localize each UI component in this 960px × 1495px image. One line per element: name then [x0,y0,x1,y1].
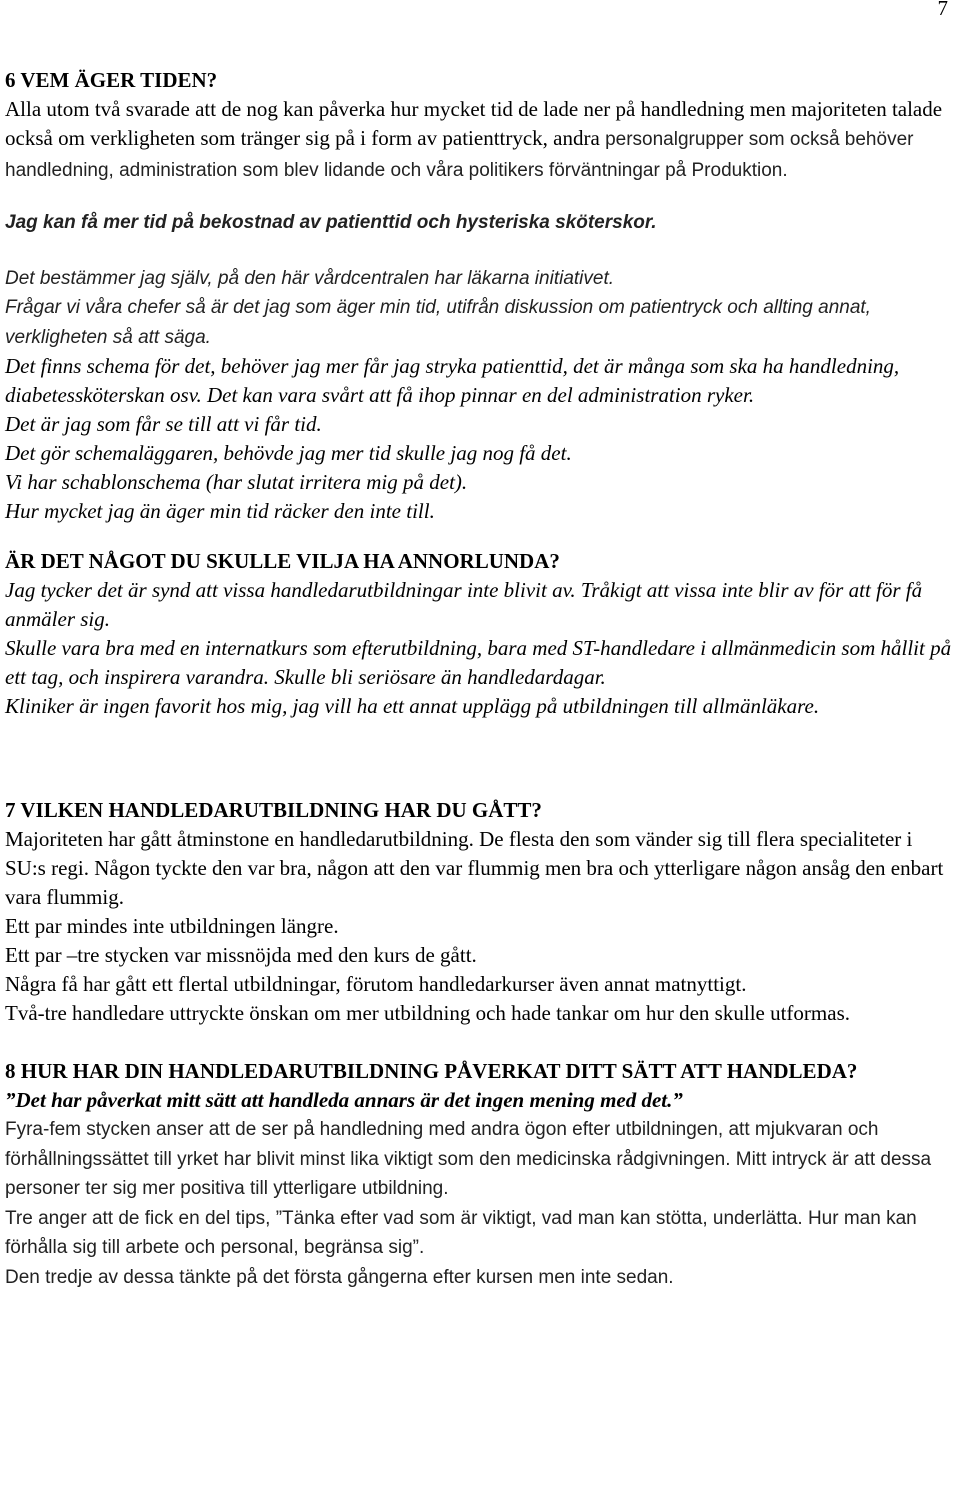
section-6-quote-1: Det bestämmer jag själv, på den här vårdcentralen har läkarna initiativet. [5,267,615,289]
section-6-quote-5: Det gör schemaläggaren, behövde jag mer tid skulle jag nog få det. [5,441,572,465]
section-6-quote-7: Hur mycket jag än äger min tid räcker den inte till. [5,499,435,523]
section-6-quote-6: Vi har schablonschema (har slutat irritera mig på det). [5,470,468,494]
page-number: 7 [937,0,948,20]
section-7-para-2: Ett par mindes inte utbildningen längre. [5,914,339,938]
section-8-para-3: Den tredje av dessa tänkte på det första gångerna efter kursen men inte sedan. [5,1266,674,1288]
section-8-quote-bold: ”Det har påverkat mitt sätt att handleda annars är det ingen mening med det.” [5,1088,683,1112]
section-7-para-3: Ett par –tre stycken var missnöjda med den kurs de gått. [5,943,477,967]
section-6-intro [5,95,955,185]
section-6-quote-bold: Jag kan få mer tid på bekostnad av patienttid och hysteriska sköterskor. [5,212,657,233]
annorlunda-quote-3: Kliniker är ingen favorit hos mig, jag vill ha ett annat upplägg på utbildningen till allmänläkare. [5,694,820,718]
section-6-quote-4: Det är jag som får se till att vi får tid. [5,412,322,436]
section-6-quote-2: Frågar vi våra chefer så är det jag som äger min tid, utifrån diskussion om patientryck och allting annat, verkligheten så att säga. [5,297,871,348]
annorlunda-heading: ÄR DET NÅGOT DU SKULLE VILJA HA ANNORLUNDA? [5,549,560,573]
section-6-quote-3: Det finns schema för det, behöver jag mer får jag stryka patienttid, det är många som ska ha handledning, diabetessköterskan osv. Det kan vara svårt att få ihop pinnar en del administration ryker. [5,354,900,407]
section-6-intro-sans: personalgrupper som också behöver handledning, administration som blev lidande och våra politikers förväntningar på Produktion. [5,129,914,181]
section-7-para-5: Två-tre handledare uttryckte önskan om mer utbildning och hade tankar om hur den skulle utformas. [5,1001,850,1025]
section-6-intro-serif: Alla utom två svarade att de nog kan påverka hur mycket tid de lade ner på handledning men majoriteten talade också om verkligheten som tränger sig på i form av patienttryck, andra [5,97,943,150]
section-6-heading: 6 VEM ÄGER TIDEN? [5,68,218,92]
page-content [5,66,955,1292]
section-7-heading: 7 VILKEN HANDLEDARUTBILDNING HAR DU GÅTT? [5,798,542,822]
section-7-para-1: Majoriteten har gått åtminstone en handledarutbildning. De flesta den som vänder sig till flera specialiteter i SU:s regi. Någon tyckte den var bra, någon att den var flummig men bra och ytterligare någon ansåg den enbart vara flummig. [5,827,944,909]
section-8-para-2: Tre anger att de fick en del tips, ”Tänka efter vad som är viktigt, vad man kan stötta, underlätta. Hur man kan förhålla sig till arbete och personal, begränsa sig”. [5,1207,917,1258]
annorlunda-quote-2: Skulle vara bra med en internatkurs som efterutbildning, bara med ST-handledare i allmänmedicin som hållit på ett tag, och inspirera varandra. Skulle bli seriösare än handledardagar. [5,636,952,689]
section-8-para-1: Fyra-fem stycken anser att de ser på handledning med andra ögon efter utbildningen, att mjukvaran och förhållningssättet till yrket har blivit minst lika viktigt som den medicinska rådgivningen. Mitt intryck är att dessa personer ter sig mer positiva till ytterligare utbildning. [5,1119,932,1199]
section-8-heading: 8 HUR HAR DIN HANDLEDARUTBILDNING PÅVERKAT DITT SÄTT ATT HANDLEDA? [5,1059,858,1083]
section-7-para-4: Några få har gått ett flertal utbildningar, förutom handledarkurser även annat matnyttigt. [5,972,747,996]
annorlunda-quote-1: Jag tycker det är synd att vissa handledarutbildningar inte blivit av. Tråkigt att vissa inte blir av för att för få anmäler sig. [5,578,923,631]
